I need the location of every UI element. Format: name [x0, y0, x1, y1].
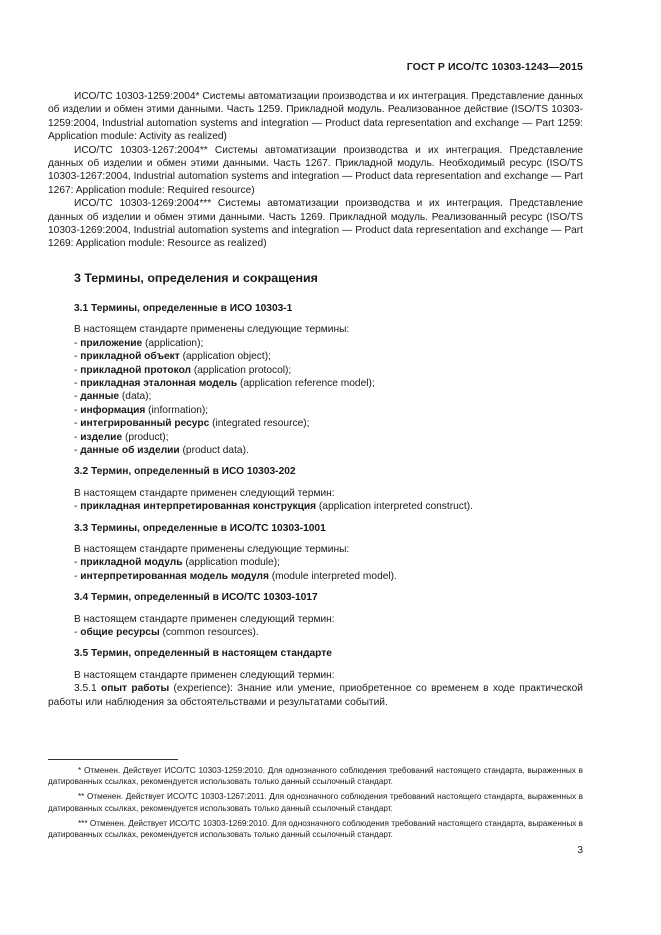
page-body: [48, 90, 583, 709]
section-3-1-title: 3.1 Термины, определенные в ИСО 10303-1: [74, 302, 293, 314]
term-item: - прикладная эталонная модель (application reference model);: [74, 377, 375, 389]
section-3-3-intro: В настоящем стандарте применены следующие термины:: [74, 543, 350, 555]
term-item: - информация (information);: [74, 404, 209, 416]
term-item: - прикладной модуль (application module);: [74, 557, 280, 569]
definition-3-5-1: 3.5.1 опыт работы (experience): Знание или умение, приобретенное со временем в ходе практической работы или наблюдения за обстоятельствами и результатами событий.: [48, 683, 583, 708]
term-item: - данные (data);: [74, 391, 152, 403]
section-3-2-title: 3.2 Термин, определенный в ИСО 10303-202: [74, 466, 296, 478]
section-3-2-intro: В настоящем стандарте применен следующий термин:: [74, 487, 335, 499]
term-item: - прикладная интерпретированная конструкция (application interpreted construct).: [74, 501, 473, 513]
term-item: - общие ресурсы (common resources).: [74, 627, 259, 638]
term-item: - приложение (application);: [74, 337, 204, 349]
term-item: - изделие (product);: [74, 431, 169, 443]
section-3-5-title: 3.5 Термин, определенный в настоящем стандарте: [74, 648, 332, 660]
term-item: - интерпретированная модель модуля (module interpreted model).: [74, 570, 397, 582]
term-item: - данные об изделии (product data).: [74, 444, 249, 456]
standard-header: ГОСТ Р ИСО/ТС 10303-1243—2015: [406, 61, 583, 73]
page-number: 3: [577, 845, 583, 856]
section-3-5-intro: В настоящем стандарте применен следующий термин:: [74, 669, 335, 681]
section-3-3-title: 3.3 Термины, определенные в ИСО/ТС 10303-1001: [74, 522, 326, 534]
footnotes: [48, 765, 583, 844]
term-item: - интегрированный ресурс (integrated resource);: [74, 418, 310, 430]
reference-1267: ИСО/ТС 10303-1267:2004** Системы автоматизации производства и их интеграция. Представление данных об изделии и обмен этими данными. Часть 1267. Прикладной модуль. Необходимый ресурс (ISO/TS 10303-1267:2004, Industrial automation systems and integration — Product data representation and exchange — Part 1267: Application module: Required resource): [48, 144, 583, 196]
term-item: - прикладной объект (application object);: [74, 351, 271, 363]
footnote-1: * Отменен. Действует ИСО/ТС 10303-1259:2010. Для однозначного соблюдения требований настоящего стандарта, выраженных в датированных ссылках, рекомендуется использовать только данный ссылочный стандарт.: [48, 766, 583, 787]
section-3-4-intro: В настоящем стандарте применен следующий термин:: [74, 613, 335, 625]
section-3-4-title: 3.4 Термин, определенный в ИСО/ТС 10303-1017: [74, 592, 318, 604]
footnote-2: ** Отменен. Действует ИСО/ТС 10303-1267:2011. Для однозначного соблюдения требований настоящего стандарта, выраженных в датированных ссылках, рекомендуется использовать только данный ссылочный стандарт.: [48, 792, 583, 813]
reference-1269: ИСО/ТС 10303-1269:2004*** Системы автоматизации производства и их интеграция. Представление данных об изделии и обмен этими данными. Часть 1269. Прикладной модуль. Реализованный ресурс (ISO/TS 10303-1269:2004, Industrial automation systems and integration — Product data representation and exchange — Part 1269: Application module: Resource as realized): [48, 198, 583, 250]
reference-1259: ИСО/ТС 10303-1259:2004* Системы автоматизации производства и их интеграция. Представление данных об изделии и обмен этими данными. Часть 1259. Прикладной модуль. Реализованное действие (ISO/TS 10303-1259:2004, Industrial automation systems and integration — Product data representation and exchange — Part 1259: Application module: Activity as realized): [48, 91, 583, 143]
footnote-3: *** Отменен. Действует ИСО/ТС 10303-1269:2010. Для однозначного соблюдения требований настоящего стандарта, выраженных в датированных ссылках, рекомендуется использовать только данный ссылочный стандарт.: [48, 818, 583, 840]
term-item: - прикладной протокол (application protocol);: [74, 364, 292, 376]
section-3-1-intro: В настоящем стандарте применены следующие термины:: [74, 324, 350, 336]
section-3-title: 3 Термины, определения и сокращения: [74, 270, 318, 285]
footnote-divider: [48, 759, 178, 760]
